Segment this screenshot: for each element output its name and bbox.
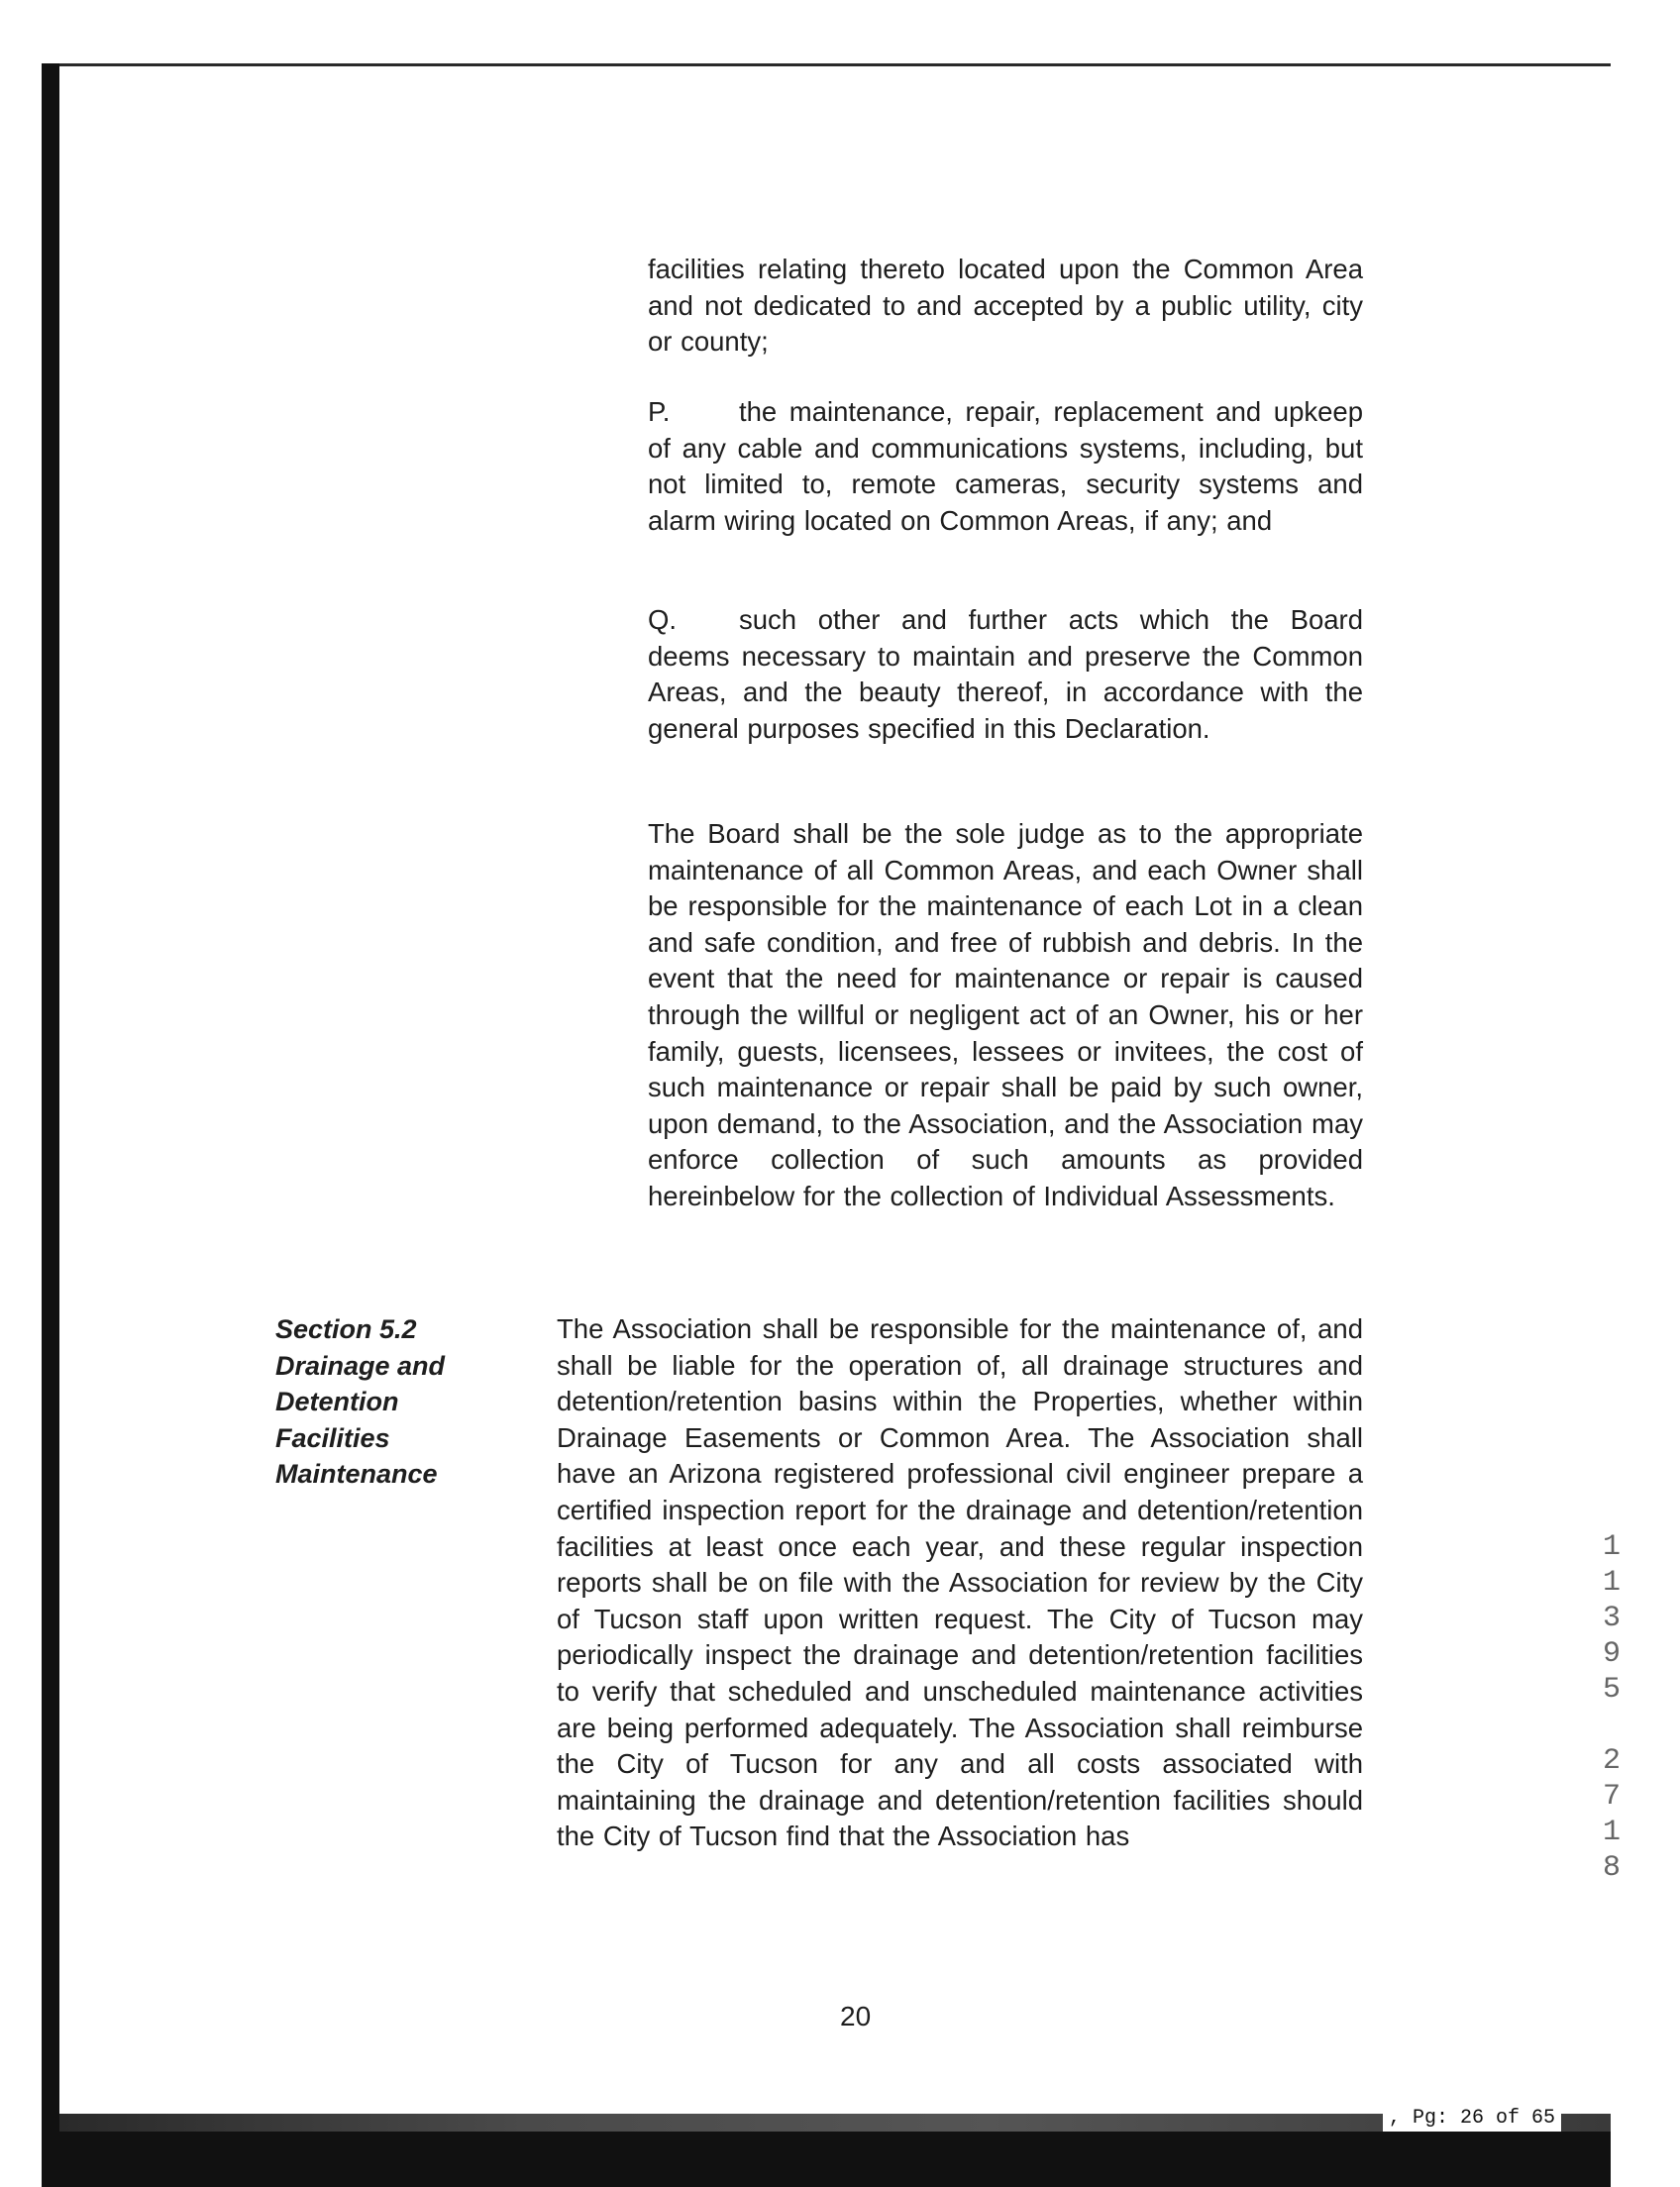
paragraph-o-continuation: facilities relating thereto located upon the Common Area and not dedicated to and accepted by a public utility, city or county; — [648, 254, 1363, 358]
docket-digit: 5 — [1602, 1673, 1621, 1707]
item-label-p: P. — [648, 396, 671, 427]
scan-bottom-border — [42, 2132, 1611, 2187]
paragraph-item-q — [648, 602, 1363, 747]
docket-digit: 3 — [1602, 1602, 1621, 1635]
paragraph-item-p — [648, 394, 1363, 539]
section-heading — [275, 1311, 513, 1493]
section-heading-line: Detention — [275, 1387, 399, 1417]
docket-digit: 2 — [1602, 1744, 1621, 1778]
docket-digit: 9 — [1602, 1637, 1621, 1671]
section-heading-line: Facilities — [275, 1422, 390, 1453]
section-heading-line: Maintenance — [275, 1459, 438, 1490]
docket-digit: 1 — [1602, 1816, 1621, 1849]
docket-gap — [1597, 1708, 1627, 1743]
scan-bottom-strip — [59, 2114, 1611, 2132]
recording-page-label: , Pg: 26 of 65 — [1383, 2106, 1561, 2132]
scan-top-border — [42, 63, 1611, 66]
scan-left-border — [42, 63, 59, 2187]
section-heading-line: Section 5.2 — [275, 1314, 417, 1344]
docket-digit: 8 — [1602, 1851, 1621, 1885]
docket-digit: 1 — [1602, 1566, 1621, 1600]
docket-number-stamp — [1597, 1529, 1627, 1886]
item-label-q: Q. — [648, 604, 678, 635]
docket-digit: 7 — [1602, 1780, 1621, 1814]
page-number: 20 — [840, 2001, 872, 2031]
section-body: The Association shall be responsible for the maintenance of, and shall be liable for the operation of, all drainage structures and detention/retention basins within the Properties, whether within Drainage Easements or Common Area. The Association shall have an Arizona registered professional civil engineer prepare a certified inspection report for the drainage and detention/retention facilities at least once each year, and these regular inspection reports shall be on file with the Association for review by the City of Tucson staff upon written request. The City of Tucson may periodically inspect the drainage and detention/retention facilities to verify that scheduled and unscheduled maintenance activities are being performed adequately. The Association shall reimburse the City of Tucson for any and all costs associated with maintaining the drainage and detention/retention facilities should the City of Tucson find that the Association has — [557, 1313, 1363, 1852]
item-text-q: such other and further acts which the Board deems necessary to maintain and preserve the Common Areas, and the beauty thereof, in accordance with the general purposes specified in this Declaration. — [648, 604, 1363, 744]
docket-digit: 1 — [1602, 1530, 1621, 1564]
section-heading-line: Drainage and — [275, 1350, 446, 1381]
paragraph-board-judge: The Board shall be the sole judge as to the appropriate maintenance of all Common Areas, and each Owner shall be responsible for the maintenance of each Lot in a clean and safe condition, and free of rubbish and debris. In the event that the need for maintenance or repair is caused through the willful or negligent act of an Owner, his or her family, guests, licensees, lessees or invitees, the cost of such maintenance or repair shall be paid by such owner, upon demand, to the Association, and the Association may enforce collection of such amounts as provided hereinbelow for the collection of Individual Assessments. — [648, 818, 1363, 1211]
item-text-p: the maintenance, repair, replacement and upkeep of any cable and communications systems, including, but not limited to, remote cameras, security systems and alarm wiring located on Common Areas, if any; and — [648, 396, 1363, 536]
